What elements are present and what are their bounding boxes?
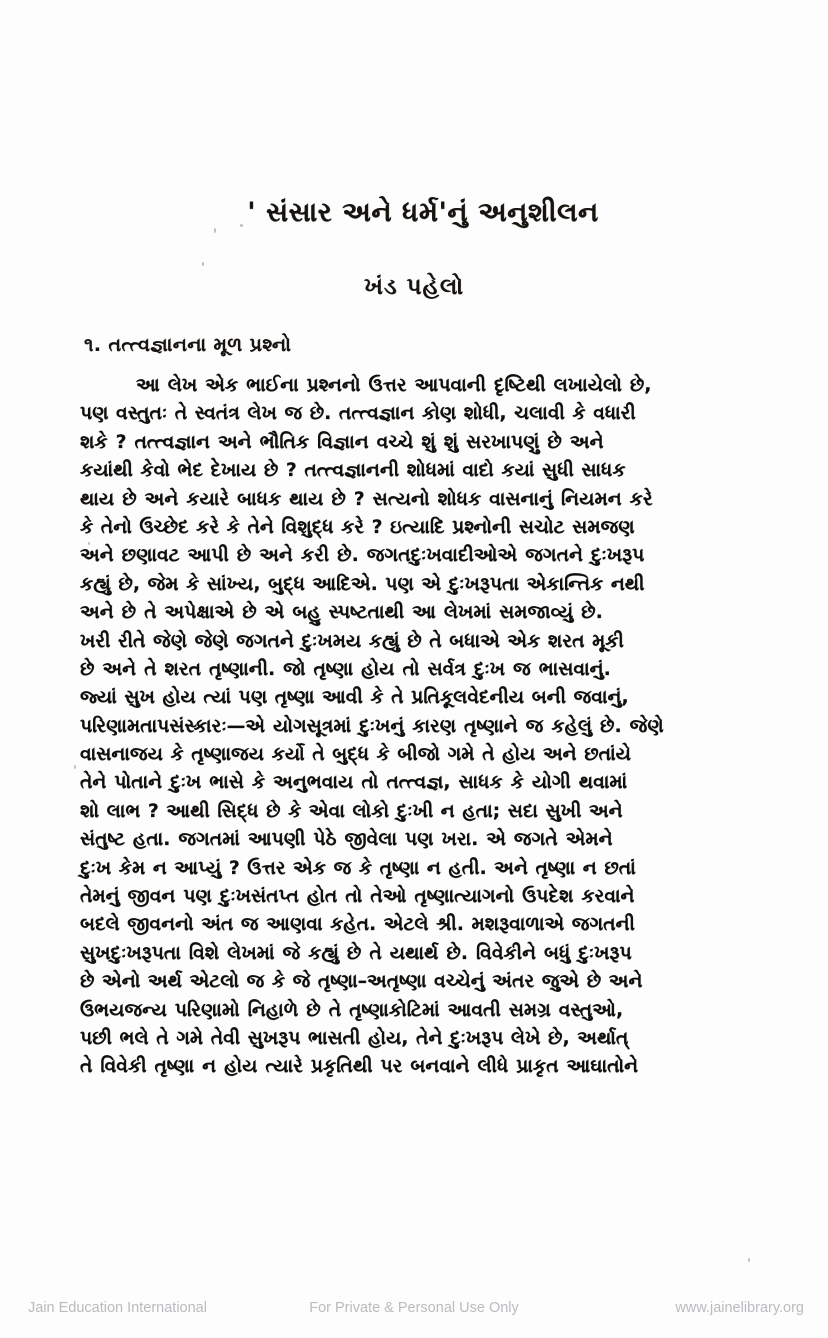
footer-usage-notice: For Private & Personal Use Only (309, 1300, 519, 1316)
body-line: વાસનાજય કે તૃષ્ણાજય કર્યો તે બુદ્ધ કે બીજો ગમે તે હોય અને છતાંયે (80, 744, 631, 766)
body-line: બદલે જીવનનો અંત જ આણવા કહેત. એટલે શ્રી. મશરૂવાળાએ જગતની (80, 914, 635, 936)
body-line: તેમનું જીવન પણ દુઃખસંતપ્ત હોત તો તેઓ તૃષ્ણાત્યાગનો ઉપદેશ કરવાને (80, 886, 635, 908)
body-text (80, 372, 756, 1082)
body-line: અને છણાવટ આપી છે અને કરી છે. જગતદુઃખવાદીઓએ જગતને દુઃખરૂપ (80, 545, 645, 567)
footer-website-url[interactable]: www.jainelibrary.org (675, 1300, 804, 1316)
body-line: પછી ભલે તે ગમે તેવી સુખરૂપ ભાસતી હોય, તેને દુઃખરૂપ લેખે છે, અર્થાત્ (80, 1027, 629, 1049)
body-line: દુઃખ કેમ ન આપ્યું ? ઉત્તર એક જ કે તૃષ્ણા ન હતી. અને તૃષ્ણા ન છતાં (80, 857, 636, 879)
body-line: આ લેખ એક ભાઈના પ્રશ્નનો ઉત્તર આપવાની દૃષ્ટિથી લખાયેલો છે, (136, 375, 652, 396)
body-line: છે એનો અર્થ એટલો જ કે જે તૃષ્ણા–અતૃષ્ણા વચ્ચેનું અંતર જુએ છે અને (80, 971, 643, 993)
body-line: કયાંથી કેવો ભેદ દેખાય છે ? તત્ત્વજ્ઞાનની શોધમાં વાદો કયાં સુધી સાધક (80, 460, 626, 482)
body-line: સુખદુઃખરૂપતા વિશે લેખમાં જે કહ્યું છે તે યથાર્થ છે. વિવેકીને બધું દુઃખરૂપ (80, 942, 632, 964)
scan-speckle-icon (748, 1258, 750, 1262)
body-line: તેને પોતાને દુઃખ ભાસે કે અનુભવાય તો તત્ત્વજ્ઞ, સાધક કે યોગી થવામાં (80, 772, 628, 794)
body-line: કહ્યું છે, જેમ કે સાંખ્ય, બુદ્ધ આદિએ. પણ એ દુઃખરૂપતા એકાન્તિક નથી (80, 573, 645, 595)
body-line: શો લાભ ? આથી સિદ્ધ છે કે એવા લોકો દુઃખી ન હતા; સદા સુખી અને (80, 800, 623, 822)
title-block (0, 196, 828, 300)
body-line: છે અને તે શરત તૃષ્ણાની. જો તૃષ્ણા હોય તો સર્વત્ર દુઃખ જ ભાસવાનું. (80, 658, 611, 680)
body-line: પણ વસ્તુતઃ તે સ્વતંત્ર લેખ જ છે. તત્ત્વજ્ઞાન કોણ શોધી, ચલાવી કે વધારી (80, 403, 636, 425)
page-title: ' સંસાર અને ધર્મ'નું અનુશીલન (247, 197, 599, 228)
body-line: પરિણામતાપસંસ્કારઃ—એ યોગસૂત્રમાં દુઃખનું કારણ તૃષ્ણાને જ કહેલું છે. જેણે (80, 715, 664, 737)
scan-speckle-icon (74, 765, 76, 769)
body-line: તે વિવેકી તૃષ્ણા ન હોય ત્યારે પ્રકૃતિથી પર બનવાને લીધે પ્રાકૃત આઘાતોને (80, 1056, 639, 1078)
body-line: ઉભયજન્ય પરિણામો નિહાળે છે તે તૃષ્ણાકોટિમાં આવતી સમગ્ર વસ્તુઓ, (80, 999, 624, 1021)
body-line: ખરી રીતે જેણે જેણે જગતને દુઃખમય કહ્યું છે તે બધાએ એક શરત મૂકી (80, 630, 624, 652)
footer-organization: Jain Education International (28, 1300, 207, 1316)
body-line: અને છે તે અપેક્ષાએ છે એ બહુ સ્પષ્ટતાથી આ લેખમાં સમજાવ્યું છે. (80, 602, 603, 624)
body-line: સંતુષ્ટ હતા. જગતમાં આપણી પેઠે જીવેલા પણ ખરા. એ જગતે એમને (80, 829, 613, 851)
section-heading: ૧. તત્ત્વજ્ઞાનના મૂળ પ્રશ્નો (84, 334, 292, 356)
body-line: થાય છે અને કયારે બાધક થાય છે ? સત્યનો શોધક વાસનાનું નિયમન કરે (80, 488, 653, 510)
body-line: જ્યાં સુખ હોય ત્યાં પણ તૃષ્ણા આવી કે તે પ્રતિકૂલવેદનીય બની જવાનું, (80, 687, 629, 709)
body-line: કે તેનો ઉચ્છેદ કરે કે તેને વિશુદ્ધ કરે ? ઇત્યાદિ પ્રશ્નોની સચોટ સમજણ (80, 516, 635, 538)
page-subtitle: ખંડ પહેલો (364, 273, 464, 300)
page-footer (0, 1295, 828, 1321)
body-line: શકે ? તત્ત્વજ્ઞાન અને ભૌતિક વિજ્ઞાન વચ્ચે શું શું સરખાપણું છે અને (80, 431, 604, 453)
